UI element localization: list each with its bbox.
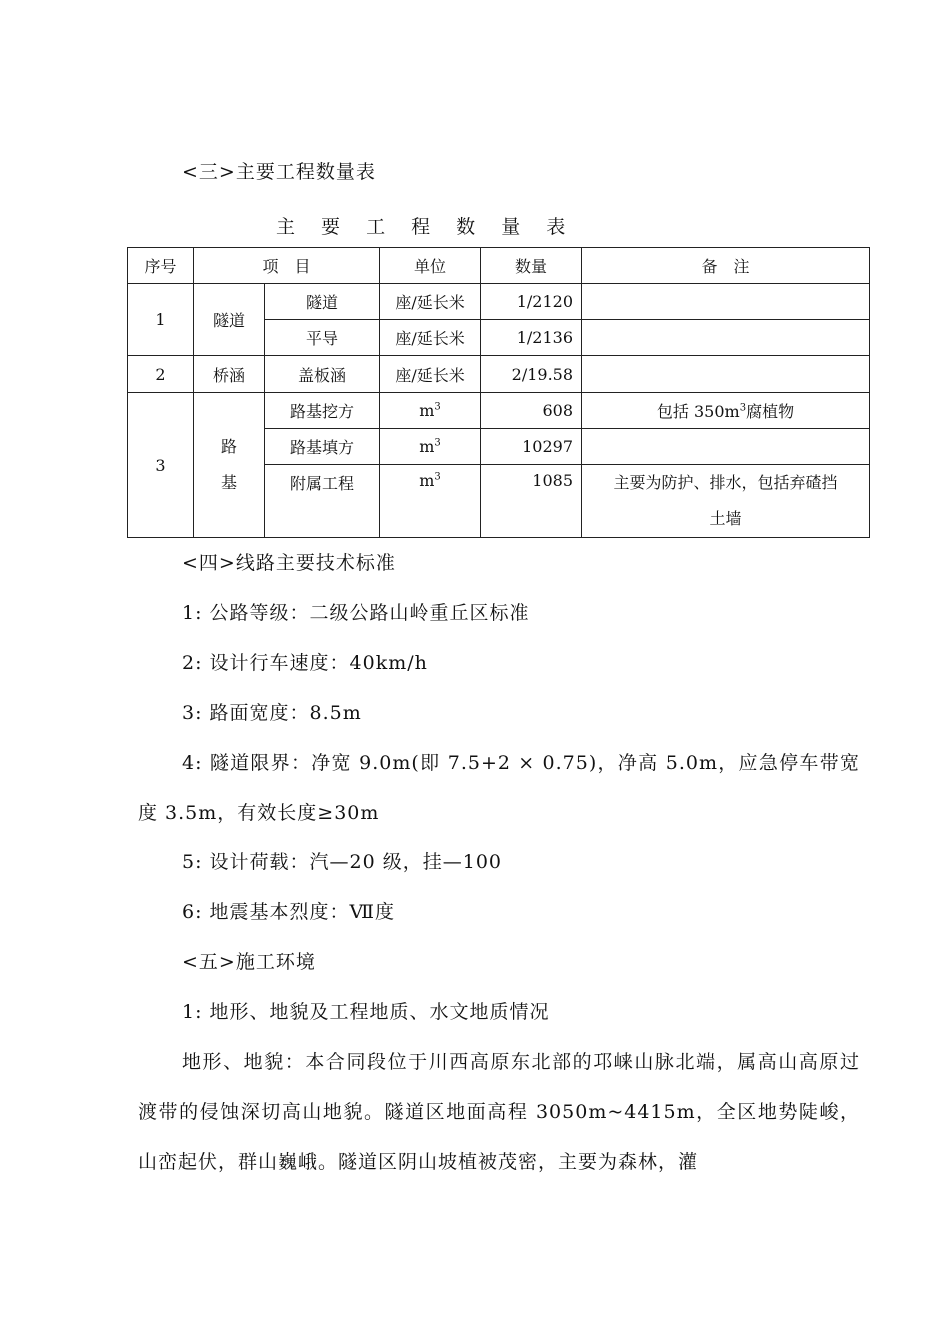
environment-paragraph: 地形、地貌：本合同段位于川西高原东北部的邛崃山脉北端，属高山高原过渡带的侵蚀深切高山地貌。隧道区地面高程 3050m~4415m，全区地势陡峻，山峦起伏，群山巍峨。隧道区阴山坡植被茂密，主要为森林，灌 (138, 1051, 860, 1173)
section4-heading: <四>线路主要技术标准 (182, 552, 396, 574)
category-line2: 基 (220, 473, 237, 492)
table-title: 主 要 工 程 数 量 表 (276, 216, 576, 238)
row-qty: 608 (481, 393, 582, 429)
section5-heading: <五>施工环境 (182, 951, 316, 973)
standard-item-5: 5: 设计荷载：汽—20 级，挂—100 (182, 851, 503, 873)
row-sub-item: 隧道 (265, 284, 380, 320)
row-sub-item: 盖板涵 (265, 356, 380, 393)
header-qty: 数量 (481, 248, 582, 284)
row-qty: 2/19.58 (481, 356, 582, 393)
quantity-table (127, 247, 870, 538)
row-category (194, 393, 265, 538)
row-no: 3 (128, 393, 194, 538)
table-row (128, 356, 870, 393)
row-unit (380, 429, 481, 465)
note-superscript: 3 (739, 402, 747, 414)
row-note (582, 465, 870, 538)
standard-item-2: 2: 设计行车速度：40km/h (182, 652, 428, 674)
section3-heading: <三>主要工程数量表 (182, 161, 376, 183)
note-line2: 土墙 (709, 509, 742, 528)
header-unit: 单位 (380, 248, 481, 284)
row-no: 1 (128, 284, 194, 356)
row-sub-item: 附属工程 (265, 465, 380, 538)
row-note (582, 429, 870, 465)
row-qty: 10297 (481, 429, 582, 465)
row-note (582, 356, 870, 393)
unit-superscript: 3 (434, 401, 441, 413)
table-header-row (128, 248, 870, 284)
row-note (582, 284, 870, 320)
row-no: 2 (128, 356, 194, 393)
row-sub-item: 路基填方 (265, 429, 380, 465)
row-qty: 1/2120 (481, 284, 582, 320)
row-qty: 1/2136 (481, 320, 582, 356)
row-note (582, 320, 870, 356)
environment-item-1: 1: 地形、地貌及工程地质、水文地质情况 (182, 1001, 550, 1023)
unit-text: m (419, 401, 435, 420)
row-unit: 座/延长米 (380, 320, 481, 356)
note-text-pre: 包括 350m (656, 402, 740, 421)
row-unit: 座/延长米 (380, 356, 481, 393)
header-note: 备 注 (582, 248, 870, 284)
row-qty: 1085 (481, 465, 582, 538)
row-sub-item: 平导 (265, 320, 380, 356)
unit-text: m (419, 437, 435, 456)
unit-text: m (419, 471, 435, 490)
unit-superscript: 3 (434, 471, 441, 483)
row-unit (380, 393, 481, 429)
unit-superscript: 3 (434, 437, 441, 449)
table-row (128, 284, 870, 320)
header-item: 项 目 (194, 248, 380, 284)
standard-item-3: 3: 路面宽度：8.5m (182, 702, 362, 724)
row-sub-item: 路基挖方 (265, 393, 380, 429)
standard-item-6: 6: 地震基本烈度：Ⅶ度 (182, 901, 396, 923)
table-row (128, 393, 870, 429)
row-unit (380, 465, 481, 538)
note-text-post: 腐植物 (746, 402, 795, 421)
row-category: 桥涵 (194, 356, 265, 393)
note-line1: 主要为防护、排水，包括弃碴挡 (613, 473, 838, 492)
category-line1: 路 (220, 437, 237, 456)
row-note (582, 393, 870, 429)
standard-item-1: 1: 公路等级：二级公路山岭重丘区标准 (182, 602, 530, 624)
row-unit: 座/延长米 (380, 284, 481, 320)
row-category: 隧道 (194, 284, 265, 356)
header-no: 序号 (128, 248, 194, 284)
standard-item-4: 4: 隧道限界：净宽 9.0m(即 7.5+2 × 0.75)，净高 5.0m，应急停车带宽度 3.5m，有效长度≥30m (138, 752, 860, 824)
